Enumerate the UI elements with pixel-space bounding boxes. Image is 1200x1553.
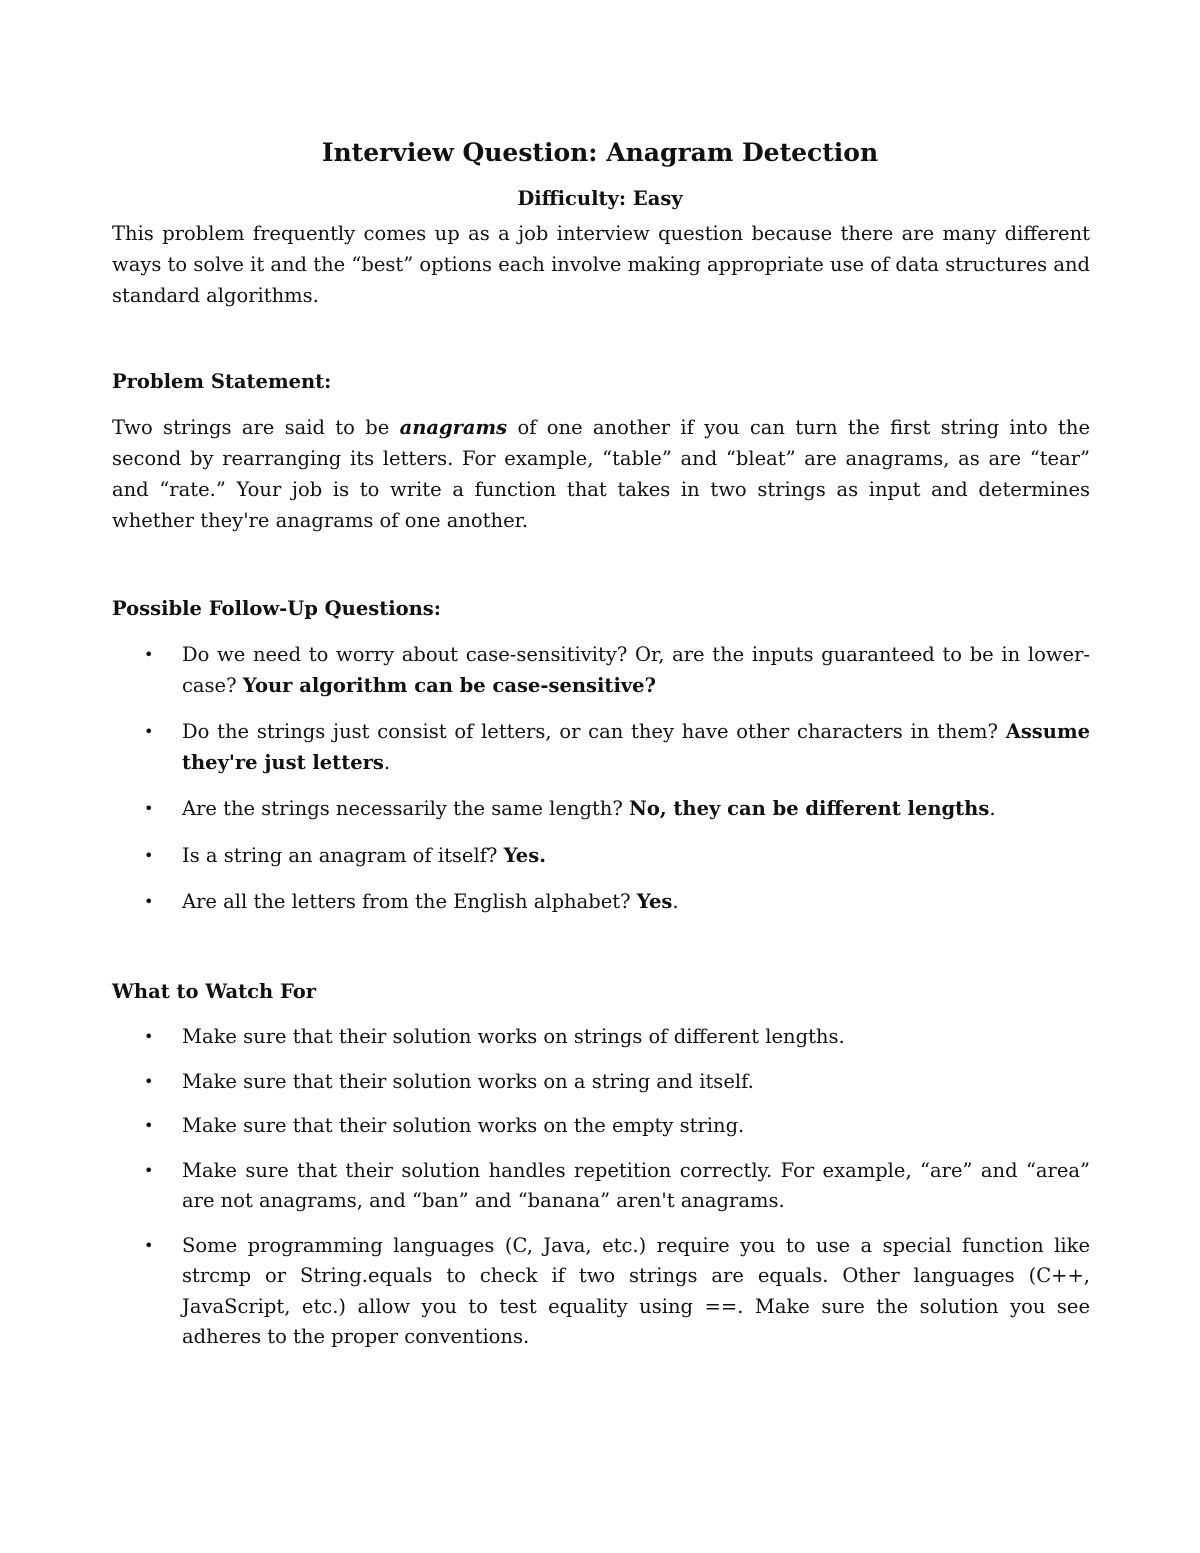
- problem-text-start: Two strings are said to be: [112, 416, 400, 439]
- question-text: Are all the letters from the English alphabet?: [182, 890, 637, 913]
- problem-text-end: of one another if you can turn the first string into the second by rearranging its letters. For example, “table” and “bleat” are anagrams, as are “tear” and “rate.” Your job is to write a function that takes in two strings as input and determines whether they're anagrams of one another.: [112, 416, 1090, 532]
- list-item: [112, 841, 1090, 872]
- watch-item-text: Make sure that their solution works on a string and itself.: [182, 1069, 754, 1093]
- watch-item-text: Some programming languages (C, Java, etc.) require you to use a special function like strcmp or String.equals to check if two strings are equals. Other languages (C++, JavaScript, etc.) allow you to test equality using ==. Make sure the solution you see adheres to the proper conventions.: [182, 1233, 1090, 1348]
- watch-item-text: Make sure that their solution works on the empty string.: [182, 1114, 745, 1137]
- answer-text: No, they can be different lengths: [629, 797, 990, 820]
- difficulty-label: Difficulty: Easy: [517, 187, 683, 210]
- problem-statement-paragraph: [112, 412, 1090, 536]
- problem-statement-heading: Problem Statement:: [112, 370, 332, 393]
- list-item: [112, 794, 1090, 825]
- bullet-icon: •: [144, 799, 154, 818]
- answer-tail: .: [989, 797, 996, 820]
- list-item: [112, 1231, 1090, 1353]
- bullet-icon: •: [144, 892, 154, 911]
- list-item: [112, 1111, 1090, 1142]
- question-text: Do the strings just consist of letters, or can they have other characters in them?: [182, 720, 1006, 743]
- question-text: Do we need to worry about case-sensitivity? Or, are the inputs guaranteed to be in lower-case?: [182, 643, 1090, 697]
- anagrams-term: anagrams: [399, 416, 508, 439]
- page-title: Interview Question: Anagram Detection: [321, 138, 879, 167]
- bullet-icon: •: [144, 645, 154, 664]
- list-item: [112, 640, 1090, 701]
- list-item: [112, 887, 1090, 918]
- bullet-icon: •: [144, 1160, 154, 1180]
- intro-paragraph: This problem frequently comes up as a job interview question because there are many different ways to solve it and the “best” options each involve making appropriate use of data structures and standard algorithms.: [112, 222, 1090, 307]
- follow-up-list: [112, 640, 1090, 934]
- bullet-icon: •: [144, 1027, 154, 1046]
- answer-text: Yes: [636, 890, 673, 913]
- question-text: Is a string an anagram of itself?: [182, 843, 504, 867]
- list-item: [112, 1067, 1090, 1098]
- list-item: [112, 1022, 1090, 1053]
- bullet-icon: •: [144, 1071, 154, 1091]
- question-text: Are the strings necessarily the same length?: [182, 797, 629, 820]
- follow-up-heading: Possible Follow-Up Questions:: [112, 597, 441, 620]
- answer-text: Yes.: [503, 843, 546, 867]
- watch-list: [112, 1022, 1090, 1353]
- list-item: [112, 717, 1090, 778]
- answer-tail: .: [672, 890, 679, 913]
- bullet-icon: •: [144, 722, 154, 741]
- what-to-watch-heading: What to Watch For: [112, 980, 317, 1003]
- list-item: [112, 1156, 1090, 1217]
- bullet-icon: •: [144, 1116, 154, 1135]
- bullet-icon: •: [144, 845, 154, 865]
- answer-text: Assume they're just letters: [182, 720, 1090, 774]
- watch-item-text: Make sure that their solution handles repetition correctly. For example, “are” and “area” are not anagrams, and “ban” and “banana” aren't anagrams.: [182, 1158, 1090, 1212]
- bullet-icon: •: [144, 1235, 154, 1255]
- watch-item-text: Make sure that their solution works on strings of different lengths.: [182, 1025, 845, 1048]
- answer-tail: .: [383, 750, 391, 774]
- answer-text: Your algorithm can be case-sensitive?: [242, 673, 657, 697]
